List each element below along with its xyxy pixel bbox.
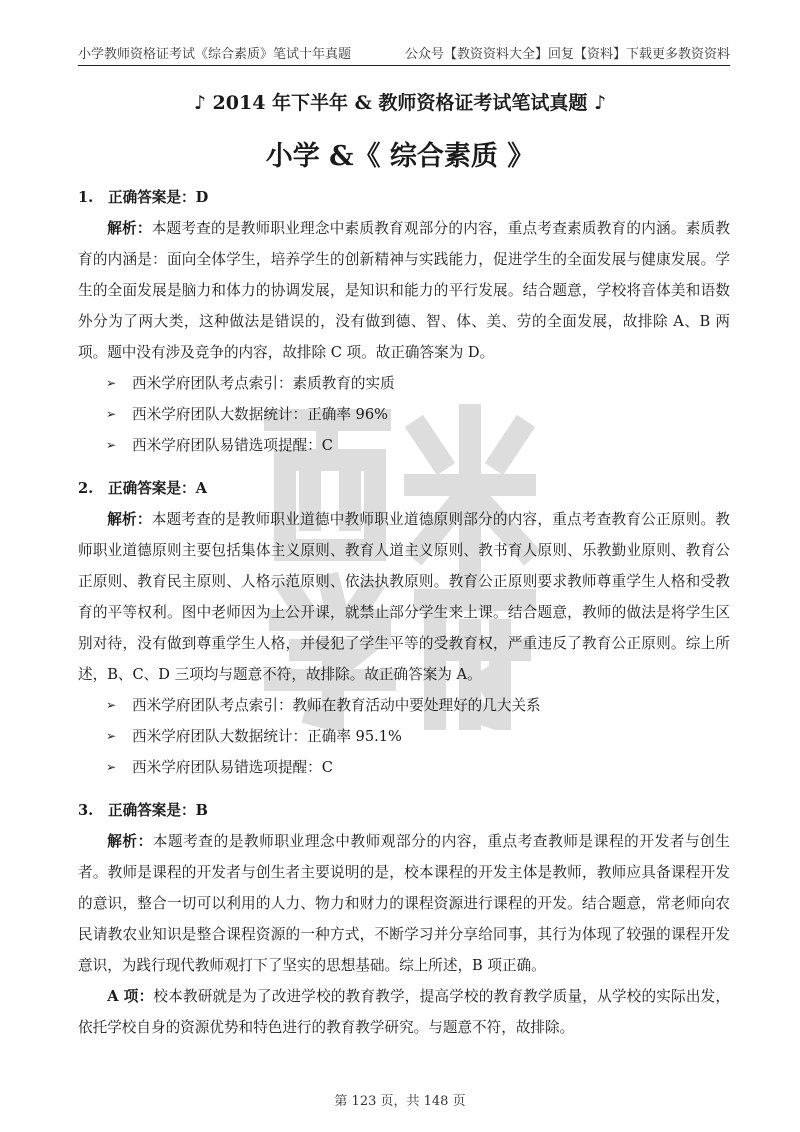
list-item: ➢ 西米学府团队大数据统计：正确率 96% xyxy=(78,399,730,430)
arrow-bullet-icon: ➢ xyxy=(106,760,117,774)
arrow-bullet-icon: ➢ xyxy=(106,376,117,390)
question-3-answer: 3. 正确答案是：B xyxy=(78,802,208,819)
question-1-analysis: 解析：本题考查的是教师职业理念中素质教育观部分的内容，重点考查素质教育的内涵。素质教育的内涵是：面向全体学生，培养学生的创新精神与实践能力，促进学生的全面发展与健康发展。学生的全面发展是脑力和体力的协调发展，是知识和能力的平行发展。结合题意，学校将音体美和语数外分为了两大类，这种做法是错误的，没有做到德、智、体、美、劳的全面发展，故排除 A、B 两项。题中没有涉及竞争的内容，故排除 C 项。故正确答案为 D。 xyxy=(78,220,730,361)
exam-title: ♪ 2014 年下半年 & 教师资格证考试笔试真题 ♪ xyxy=(193,92,607,114)
question-2-analysis: 解析：本题考查的是教师职业道德中教师职业道德原则部分的内容，重点考查教育公正原则。教师职业道德原则主要包括集体主义原则、教育人道主义原则、教书育人原则、乐教勤业原则、教育公正原则、教育民主原则、人格示范原则、依法执教原则。教育公正原则要求教师尊重学生人格和受教育的平等权利。图中老师因为上公开课，就禁止部分学生来上课。结合题意，教师的做法是将学生区别对待，没有做到尊重学生人格，并侵犯了学生平等的受教育权，严重违反了教育公正原则。综上所述，B、C、D 三项均与题意不符，故排除。故正确答案为 A。 xyxy=(78,511,730,683)
subject-title: 小学 &《 综合素质 》 xyxy=(265,141,535,172)
answer-content xyxy=(78,182,730,1043)
header-right: 公众号【教资资料大全】回复【资料】下载更多教资资料 xyxy=(404,47,730,62)
question-3-option-a: A 项：校本教研就是为了改进学校的教育教学，提高学校的教育教学质量，从学校的实际出发，依托学校自身的资源优势和特色进行的教育教学研究。与题意不符，故排除。 xyxy=(78,988,730,1036)
arrow-bullet-icon: ➢ xyxy=(106,698,117,712)
question-1-notes xyxy=(78,368,730,461)
list-item: ➢ 西米学府团队易错选项提醒：C xyxy=(78,430,730,461)
arrow-bullet-icon: ➢ xyxy=(106,407,117,421)
header-left: 小学教师资格证考试《综合素质》笔试十年真题 xyxy=(78,47,352,62)
page-header xyxy=(78,44,730,66)
arrow-bullet-icon: ➢ xyxy=(106,438,117,452)
question-2-answer: 2. 正确答案是：A xyxy=(78,480,207,497)
page-number: 第 123 页，共 148 页 xyxy=(334,1094,466,1109)
arrow-bullet-icon: ➢ xyxy=(106,729,117,743)
list-item: ➢ 西米学府团队考点索引：教师在教育活动中要处理好的几大关系 xyxy=(78,690,730,721)
question-2-notes xyxy=(78,690,730,783)
list-item: ➢ 西米学府团队大数据统计：正确率 95.1% xyxy=(78,721,730,752)
list-item: ➢ 西米学府团队易错选项提醒：C xyxy=(78,752,730,783)
question-1-answer: 1. 正确答案是：D xyxy=(78,189,209,206)
question-3-analysis: 解析：本题考查的是教师职业理念中教师观部分的内容，重点考查教师是课程的开发者与创生者。教师是课程的开发者与创生者主要说明的是，校本课程的开发主体是教师，教师应具备课程开发的意识，整合一切可以利用的人力、物力和财力的课程资源进行课程的开发。结合题意，常老师向农民请教农业知识是整合课程资源的一种方式，不断学习并分享给同事，其行为体现了较强的课程开发意识，为践行现代教师观打下了坚实的思想基础。综上所述，B 项正确。 xyxy=(78,833,730,974)
list-item: ➢ 西米学府团队考点索引：素质教育的实质 xyxy=(78,368,730,399)
